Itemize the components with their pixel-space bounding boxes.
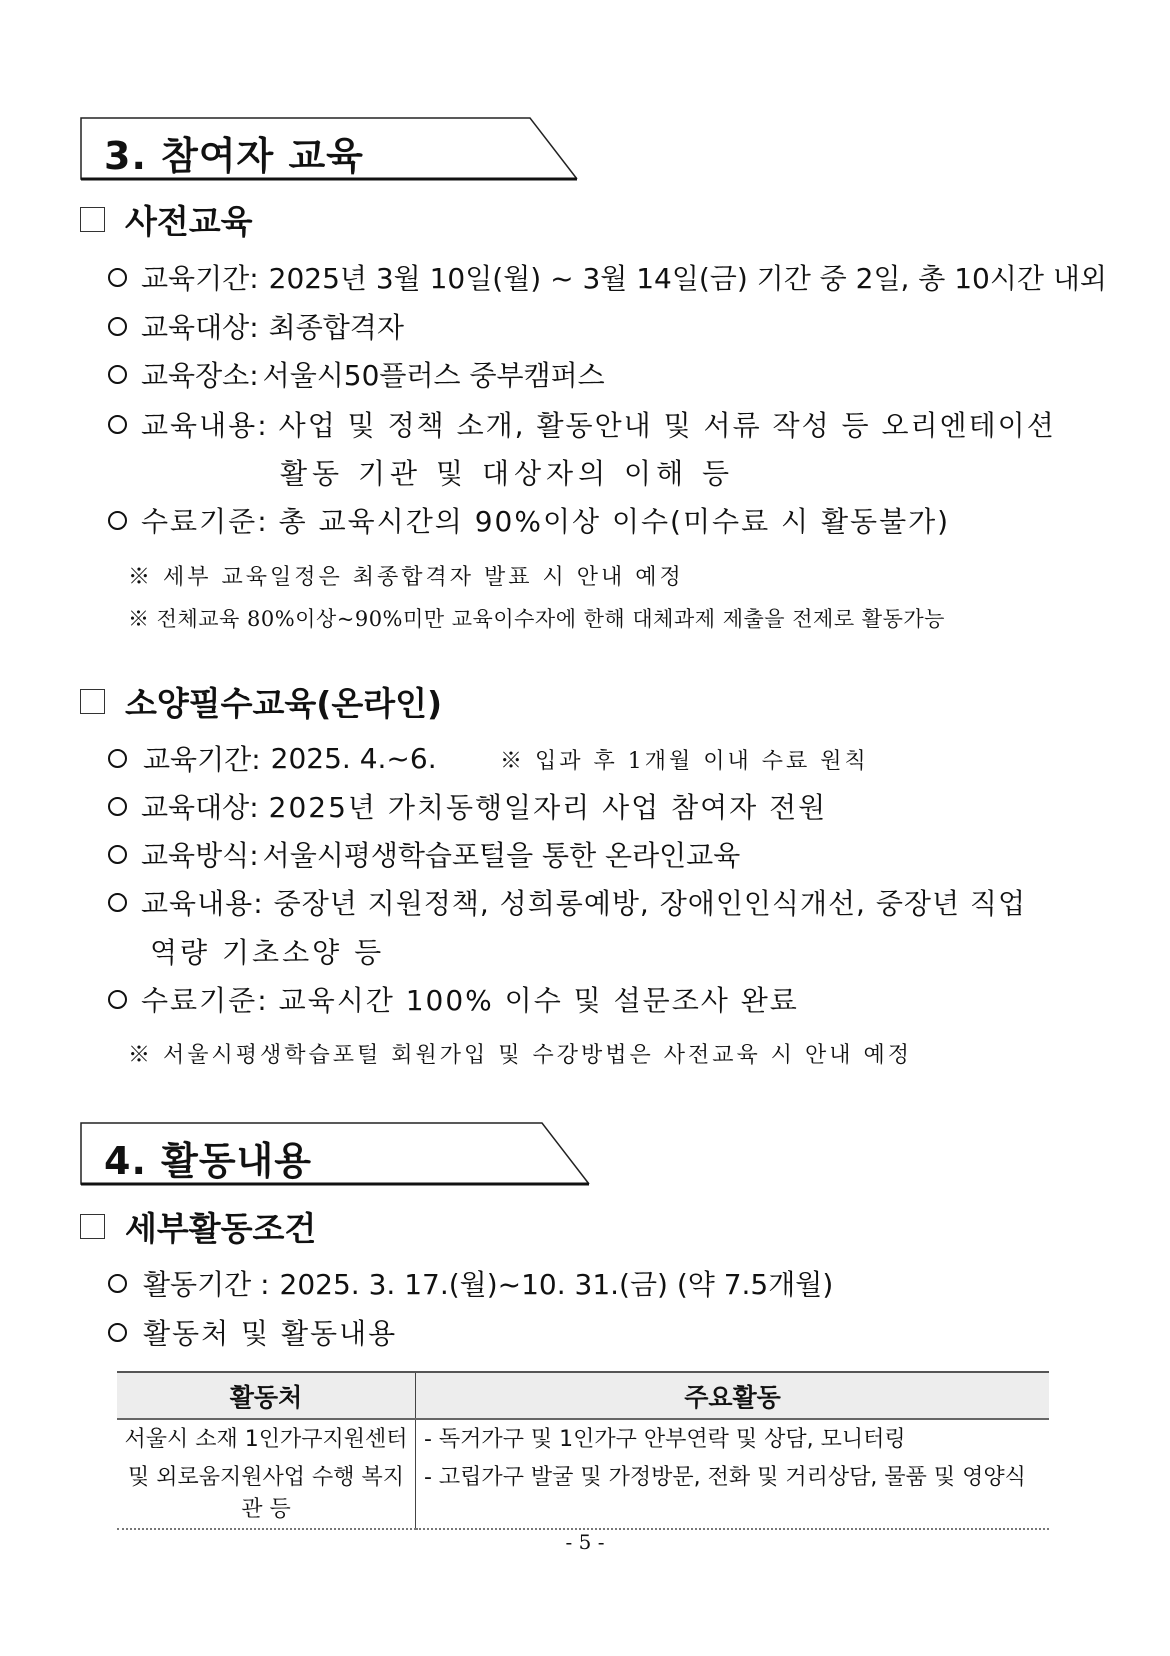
item-label: 교육내용:	[141, 887, 264, 920]
item-value: 총 교육시간의 90%이상 이수(미수료 시 활동불가)	[278, 505, 951, 538]
circle-bullet-icon	[108, 1274, 127, 1293]
item-label: 활동처 및 활동내용	[143, 1317, 398, 1350]
subsection-title: 소양필수교육(온라인)	[125, 684, 443, 723]
item-value: 서울시50플러스 중부캠퍼스	[262, 359, 605, 392]
list-item	[108, 834, 740, 874]
circle-bullet-icon	[108, 845, 127, 864]
item-value: 서울시평생학습포털을 통한 온라인교육	[262, 839, 741, 872]
checkbox-square-icon	[80, 1214, 105, 1239]
item-value: 2025년 가치동행일자리 사업 참여자 전원	[268, 791, 828, 824]
list-item	[108, 979, 799, 1019]
item-value: 2025. 4.~6.	[270, 741, 437, 775]
list-item	[108, 404, 1056, 444]
item-label: 교육장소:	[141, 359, 259, 392]
circle-bullet-icon	[108, 268, 127, 287]
table-cell: 및 외로움지원사업 수행 복지관 등	[117, 1458, 416, 1529]
item-label: 교육대상:	[141, 311, 259, 344]
column-header: 주요활동	[416, 1372, 1050, 1419]
item-value: 교육시간 100% 이수 및 설문조사 완료	[278, 984, 799, 1017]
circle-bullet-icon	[108, 365, 127, 384]
item-continuation: 역량 기초소양 등	[150, 936, 385, 969]
item-value: 2025년 3월 10일(월) ~ 3월 14일(금) 기간 중 2일, 총 10시간 내외	[268, 262, 1107, 295]
list-item	[108, 257, 1107, 297]
table-cell: 서울시 소재 1인가구지원센터	[117, 1419, 416, 1458]
list-item	[108, 1312, 407, 1352]
subsection-heading	[80, 1203, 316, 1250]
section-3-header	[80, 117, 580, 181]
list-item	[108, 500, 950, 540]
note: ※ 전체교육 80%이상~90%미만 교육이수자에 한해 대체과제 제출을 전제로 활동가능	[128, 607, 945, 631]
table-cell: - 독거가구 및 1인가구 안부연락 및 상담, 모니터링	[424, 1427, 906, 1452]
page-number: - 5 -	[565, 1530, 605, 1554]
list-item	[108, 1263, 833, 1303]
item-label: 교육기간:	[141, 262, 259, 295]
list-item	[108, 306, 404, 346]
circle-bullet-icon	[108, 893, 127, 912]
checkbox-square-icon	[80, 207, 105, 232]
table-header-row	[117, 1372, 1049, 1419]
subsection-title: 사전교육	[125, 202, 253, 241]
item-label: 수료기준:	[141, 984, 269, 1017]
circle-bullet-icon	[108, 797, 127, 816]
table-row	[117, 1419, 1049, 1458]
item-label: 교육기간:	[143, 743, 261, 776]
section-4-header	[80, 1122, 592, 1186]
circle-bullet-icon	[108, 749, 127, 768]
subsection-title: 세부활동조건	[125, 1209, 317, 1248]
item-value: 최종합격자	[268, 311, 404, 344]
item-label: 교육내용:	[141, 409, 269, 442]
subsection-heading	[80, 196, 253, 243]
activity-table	[117, 1371, 1049, 1530]
list-item	[108, 354, 605, 394]
table-row	[117, 1458, 1049, 1529]
circle-bullet-icon	[108, 990, 127, 1009]
item-label: 교육대상:	[141, 791, 259, 824]
list-item	[108, 786, 827, 826]
item-value: 중장년 지원정책, 성희롱예방, 장애인인식개선, 중장년 직업	[273, 887, 1026, 920]
section-title: 4. 활동내용	[104, 1139, 312, 1183]
circle-bullet-icon	[108, 415, 127, 434]
section-title: 3. 참여자 교육	[104, 134, 364, 178]
note: ※ 입과 후 1개월 이내 수료 원칙	[500, 749, 869, 774]
item-continuation: 활동 기관 및 대상자의 이해 등	[280, 457, 735, 490]
note: ※ 서울시평생학습포털 회원가입 및 수강방법은 사전교육 시 안내 예정	[128, 1043, 913, 1068]
item-label: 교육방식:	[141, 839, 259, 872]
list-item	[108, 882, 1026, 922]
item-value: 2025. 3. 17.(월)~10. 31.(금) (약 7.5개월)	[279, 1268, 834, 1301]
list-item	[108, 738, 437, 778]
note: ※ 세부 교육일정은 최종합격자 발표 시 안내 예정	[128, 565, 684, 590]
subsection-heading	[80, 678, 442, 725]
item-label: 수료기준:	[141, 505, 269, 538]
table-cell: - 고립가구 발굴 및 가정방문, 전화 및 거리상담, 물품 및 영양식	[416, 1458, 1050, 1529]
item-label: 활동기간 :	[143, 1268, 270, 1301]
item-value: 사업 및 정책 소개, 활동안내 및 서류 작성 등 오리엔테이션	[278, 409, 1056, 442]
circle-bullet-icon	[108, 1323, 127, 1342]
circle-bullet-icon	[108, 511, 127, 530]
column-header: 활동처	[117, 1372, 416, 1419]
checkbox-square-icon	[80, 689, 105, 714]
circle-bullet-icon	[108, 317, 127, 336]
